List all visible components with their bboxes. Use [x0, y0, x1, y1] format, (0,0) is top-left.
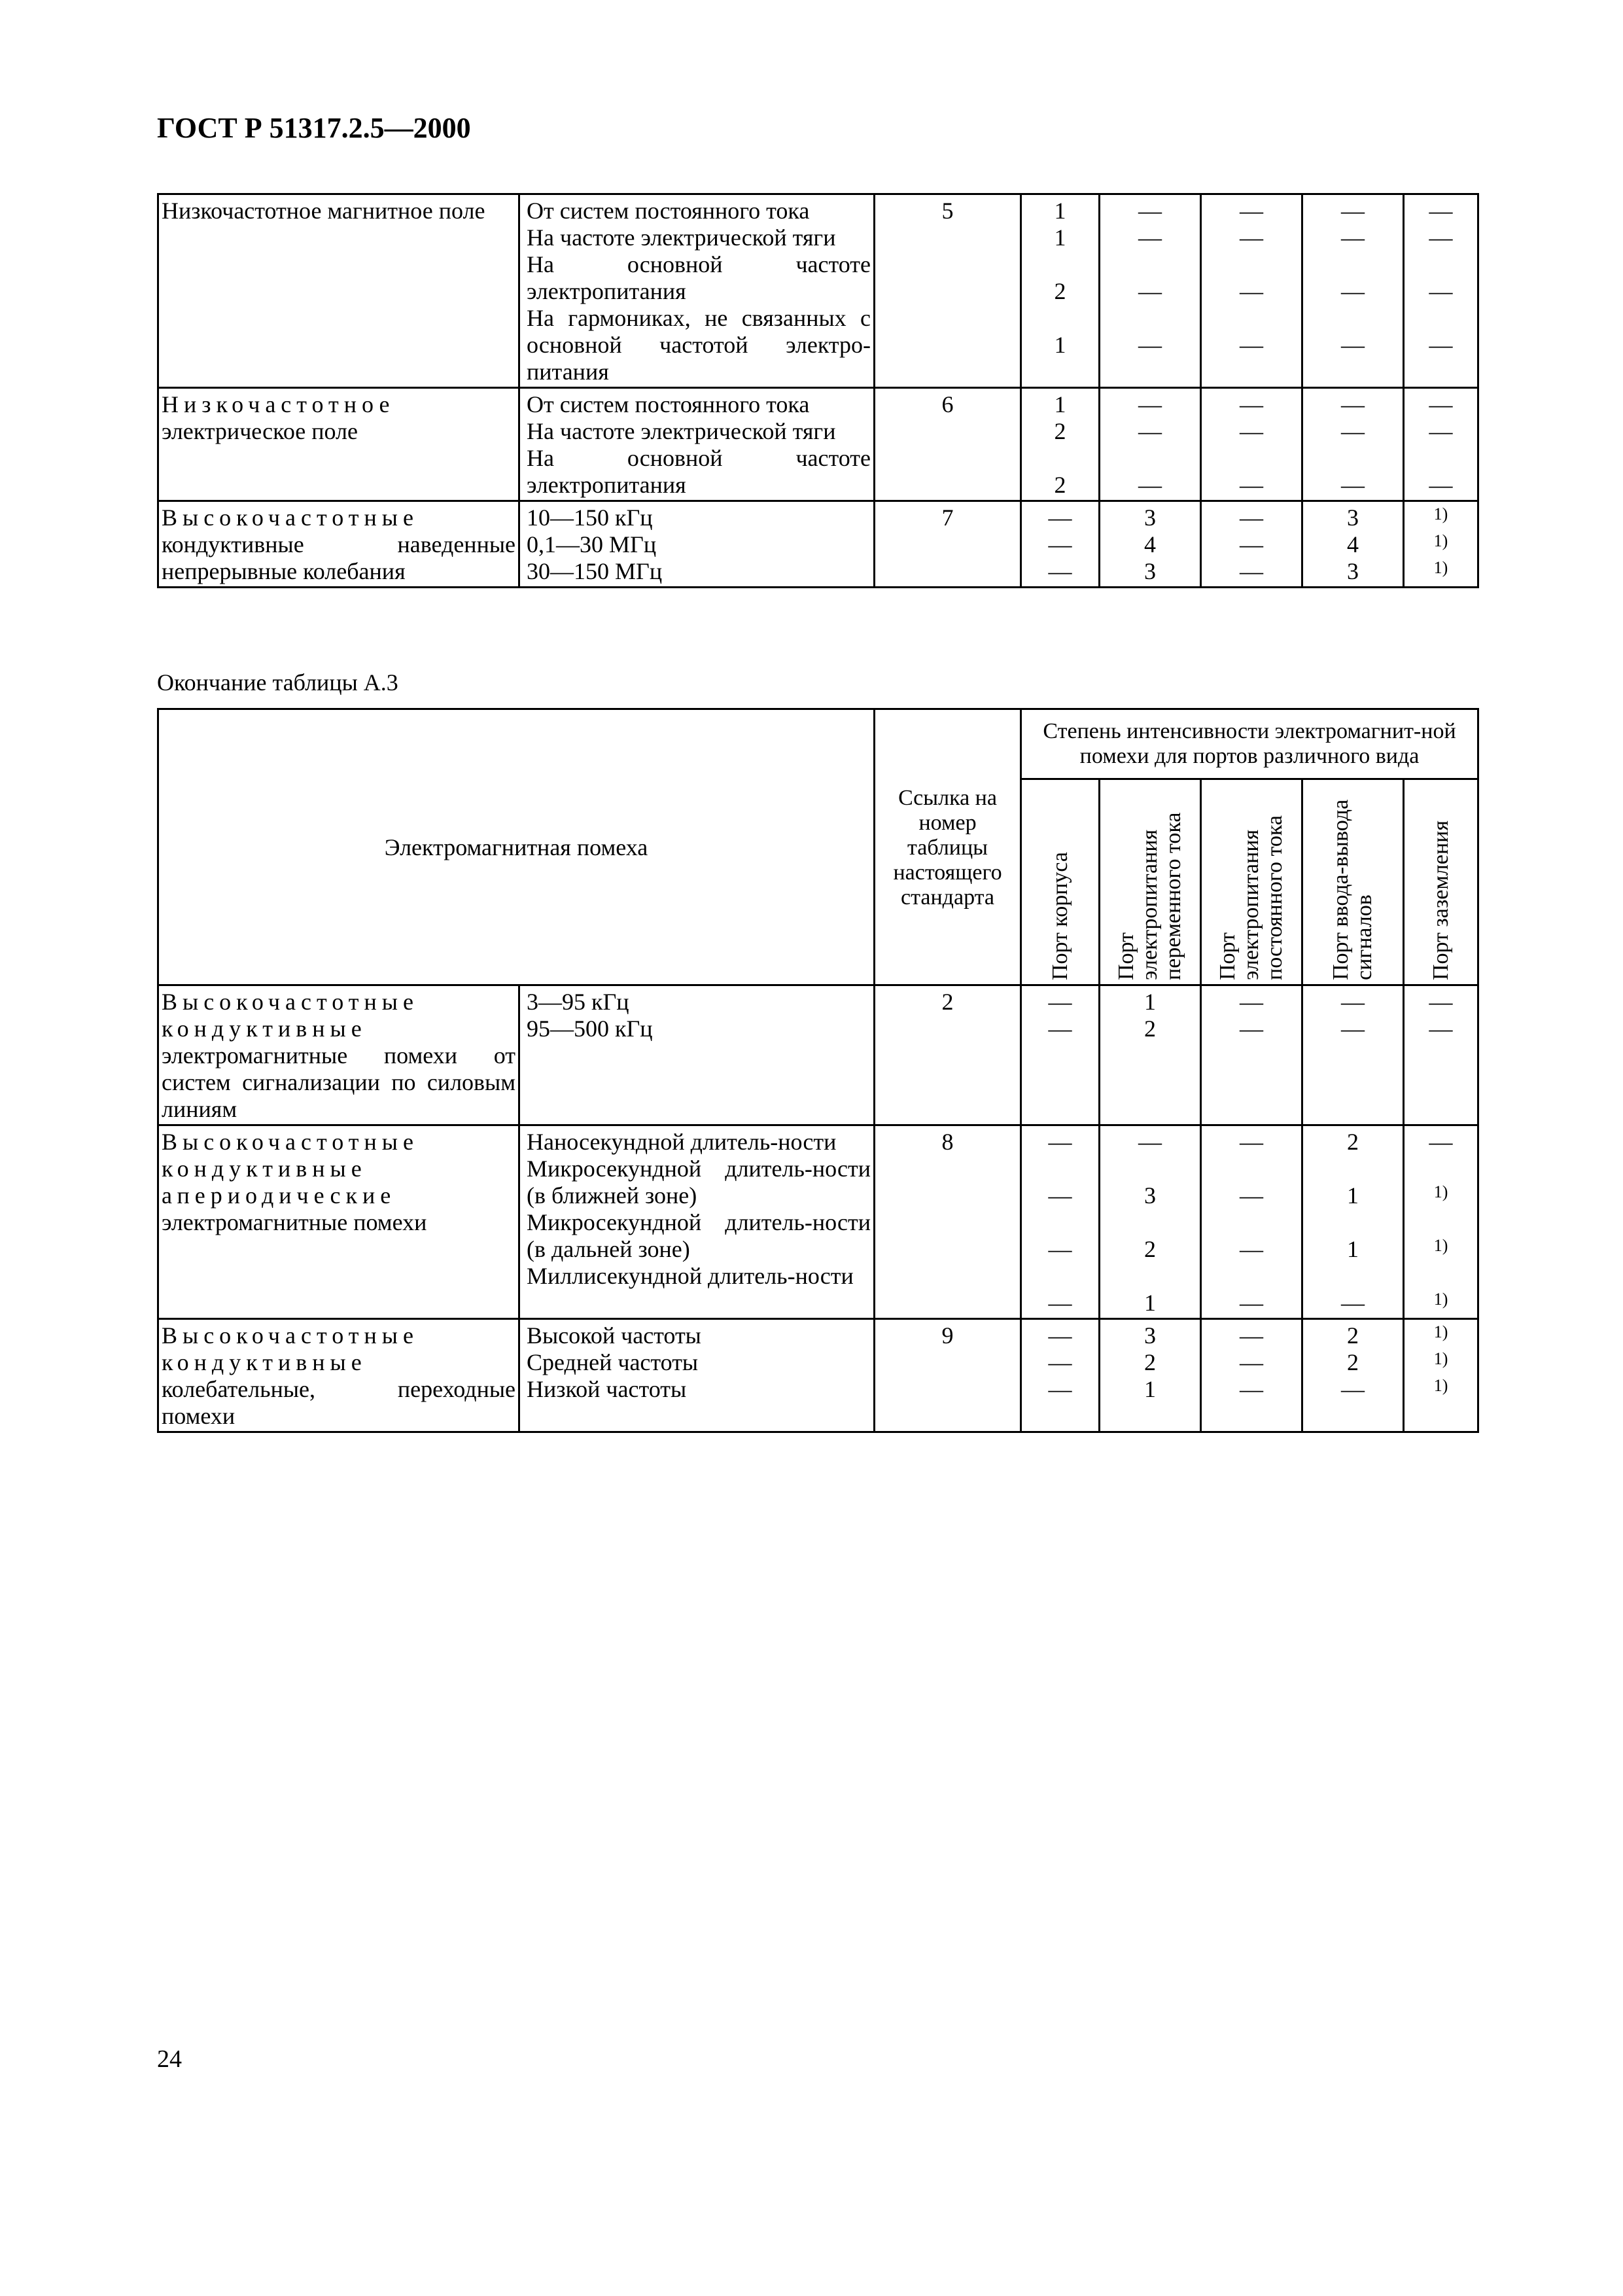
condition-text: 10—150 кГц — [527, 504, 653, 531]
page-number: 24 — [157, 2045, 182, 2073]
level-value: — — [1341, 224, 1365, 251]
header-reference: Ссылка на номер таблицы настоящего стандарта — [875, 709, 1021, 985]
port-dc-cell — [1201, 194, 1302, 388]
footnote-ref: 1) — [1433, 504, 1448, 523]
footnote-ref: 1) — [1433, 531, 1448, 550]
level-value: — — [1240, 224, 1263, 251]
conditions-cell — [519, 1319, 875, 1432]
level-value: — — [1048, 531, 1072, 557]
header-intensity-group: Степень интенсивности электромагнит-ной помехи для портов различного вида — [1021, 709, 1478, 779]
port-enclosure-cell — [1021, 1125, 1100, 1319]
condition-text: На основной частоте электропитания — [527, 445, 871, 498]
level-value: 2 — [1347, 1129, 1359, 1155]
level-value: 2 — [1144, 1016, 1157, 1042]
condition-text: Высокой частоты — [527, 1322, 701, 1349]
conditions-cell — [519, 985, 875, 1125]
level-value: — — [1240, 531, 1263, 557]
level-value: — — [1240, 198, 1263, 224]
condition-text: На основной частоте электропитания — [527, 251, 871, 304]
header-port-ground: Порт заземления — [1404, 779, 1478, 985]
level-value: — — [1240, 558, 1263, 584]
condition-text: На частоте электрической тяги — [527, 418, 836, 444]
conditions-cell — [519, 388, 875, 501]
level-value: 4 — [1347, 531, 1359, 557]
level-value: — — [1138, 278, 1162, 304]
level-value: — — [1341, 278, 1365, 304]
conditions-cell — [519, 194, 875, 388]
level-value: 3 — [1144, 1322, 1157, 1349]
level-value: 2 — [1054, 472, 1066, 498]
level-value: — — [1240, 1349, 1264, 1375]
level-value: — — [1341, 332, 1365, 358]
level-value: — — [1048, 1290, 1072, 1316]
level-value: — — [1048, 558, 1072, 584]
level-value: — — [1048, 1129, 1072, 1155]
reference-number: 8 — [875, 1125, 1021, 1319]
port-dc-cell — [1201, 1319, 1302, 1432]
level-value: 2 — [1347, 1349, 1359, 1375]
level-value: 1 — [1054, 332, 1066, 358]
level-value: — — [1048, 504, 1072, 531]
reference-number: 9 — [875, 1319, 1021, 1432]
level-value: — — [1240, 391, 1263, 417]
interference-name: Высокочастотные кондуктивные электромагнитные помехи от систем сигнализации по силовым линиям — [158, 985, 519, 1125]
level-value: — — [1240, 332, 1263, 358]
level-value: — — [1341, 472, 1365, 498]
header-port-signal: Порт ввода-вывода сигналов — [1302, 779, 1404, 985]
conditions-cell — [519, 501, 875, 588]
table-row — [158, 1319, 1478, 1432]
level-value: 2 — [1144, 1236, 1157, 1262]
footnote-ref: 1) — [1433, 1349, 1448, 1368]
interference-name: Высокочастотные кондуктивные наведенные непрерывные колебания — [158, 501, 519, 588]
condition-text: 0,1—30 МГц — [527, 531, 657, 557]
level-value: — — [1240, 989, 1264, 1015]
port-ground-cell — [1404, 1319, 1478, 1432]
level-value: 1 — [1144, 1376, 1157, 1402]
condition-text: Наносекундной длитель-ности — [527, 1129, 837, 1155]
level-value: — — [1341, 391, 1365, 417]
port-dc-cell — [1201, 985, 1302, 1125]
condition-text: На гармониках, не связанных с основной частотой электро-питания — [527, 305, 871, 385]
port-ac-cell — [1100, 501, 1201, 588]
level-value: 1 — [1054, 224, 1066, 251]
table-row — [158, 1125, 1478, 1319]
port-ac-cell — [1100, 388, 1201, 501]
reference-number: 2 — [875, 985, 1021, 1125]
level-value: — — [1429, 391, 1453, 417]
port-ac-cell — [1100, 194, 1201, 388]
header-port-enclosure: Порт корпуса — [1021, 779, 1100, 985]
level-value: — — [1138, 332, 1162, 358]
level-value: — — [1138, 198, 1162, 224]
level-value: — — [1138, 418, 1162, 444]
document-header: ГОСТ Р 51317.2.5—2000 — [157, 112, 471, 144]
level-value: 2 — [1054, 418, 1066, 444]
condition-text: 95—500 кГц — [527, 1016, 653, 1042]
interference-name: Низкочастотное электрическое поле — [158, 388, 519, 501]
level-value: — — [1048, 1236, 1072, 1262]
condition-text: На частоте электрической тяги — [527, 224, 836, 251]
port-ground-cell — [1404, 985, 1478, 1125]
reference-number: 5 — [875, 194, 1021, 388]
condition-text: Средней частоты — [527, 1349, 699, 1375]
port-ground-cell — [1404, 1125, 1478, 1319]
footnote-ref: 1) — [1433, 1290, 1448, 1309]
port-dc-cell — [1201, 1125, 1302, 1319]
level-value: — — [1341, 1376, 1365, 1402]
port-ac-cell — [1100, 1319, 1201, 1432]
level-value: — — [1429, 332, 1453, 358]
level-value: — — [1240, 278, 1263, 304]
footnote-ref: 1) — [1433, 558, 1448, 577]
level-value: — — [1429, 418, 1453, 444]
port-signal-cell — [1302, 1125, 1404, 1319]
port-signal-cell — [1302, 388, 1404, 501]
footnote-ref: 1) — [1433, 1182, 1448, 1201]
port-signal-cell — [1302, 1319, 1404, 1432]
condition-text: 30—150 МГц — [527, 558, 663, 584]
condition-text: Низкой частоты — [527, 1376, 687, 1402]
level-value: — — [1240, 472, 1263, 498]
level-value: — — [1048, 1182, 1072, 1209]
level-value: 3 — [1347, 558, 1359, 584]
level-value: — — [1429, 989, 1453, 1015]
table-row — [158, 985, 1478, 1125]
port-dc-cell — [1201, 501, 1302, 588]
interference-name: Высокочастотные кондуктивные колебательные, переходные помехи — [158, 1319, 519, 1432]
condition-text: 3—95 кГц — [527, 989, 629, 1015]
level-value: — — [1240, 504, 1263, 531]
table-row — [158, 388, 1478, 501]
level-value: 1 — [1347, 1236, 1359, 1262]
footnote-ref: 1) — [1433, 1236, 1448, 1255]
header-port-dc: Порт электропитания постоянного тока — [1201, 779, 1302, 985]
level-value: — — [1240, 1016, 1264, 1042]
footnote-ref: 1) — [1433, 1322, 1448, 1341]
level-value: 1 — [1054, 391, 1066, 417]
level-value: — — [1429, 1129, 1453, 1155]
level-value: — — [1240, 418, 1263, 444]
header-interference: Электромагнитная помеха — [158, 709, 875, 985]
table-end — [157, 708, 1479, 1433]
port-enclosure-cell — [1021, 388, 1100, 501]
level-value: — — [1429, 1016, 1453, 1042]
level-value: — — [1341, 418, 1365, 444]
port-signal-cell — [1302, 501, 1404, 588]
level-value: — — [1048, 1322, 1072, 1349]
level-value: — — [1240, 1290, 1264, 1316]
level-value: 2 — [1144, 1349, 1157, 1375]
port-ground-cell — [1404, 194, 1478, 388]
level-value: — — [1048, 1016, 1072, 1042]
reference-number: 7 — [875, 501, 1021, 588]
level-value: — — [1138, 472, 1162, 498]
level-value: — — [1240, 1322, 1264, 1349]
level-value: — — [1429, 224, 1453, 251]
condition-text: Миллисекундной длитель-ности — [527, 1263, 854, 1289]
level-value: 1 — [1054, 198, 1066, 224]
reference-number: 6 — [875, 388, 1021, 501]
level-value: — — [1048, 989, 1072, 1015]
level-value: 1 — [1144, 989, 1157, 1015]
level-value: — — [1341, 989, 1365, 1015]
level-value: 4 — [1144, 531, 1156, 557]
level-value: — — [1341, 1290, 1365, 1316]
level-value: — — [1429, 472, 1453, 498]
level-value: — — [1341, 198, 1365, 224]
port-ac-cell — [1100, 1125, 1201, 1319]
level-value: — — [1429, 198, 1453, 224]
level-value: — — [1240, 1182, 1264, 1209]
level-value: — — [1138, 1129, 1162, 1155]
level-value: — — [1240, 1236, 1264, 1262]
port-ground-cell — [1404, 388, 1478, 501]
level-value: 3 — [1347, 504, 1359, 531]
port-enclosure-cell — [1021, 1319, 1100, 1432]
level-value: — — [1240, 1129, 1264, 1155]
table-caption: Окончание таблицы А.3 — [157, 669, 398, 696]
table-row — [158, 194, 1478, 388]
condition-text: От систем постоянного тока — [527, 198, 810, 224]
footnote-ref: 1) — [1433, 1376, 1448, 1395]
header-port-ac: Порт электропитания переменного тока — [1100, 779, 1201, 985]
level-value: — — [1138, 224, 1162, 251]
condition-text: Микросекундной длитель-ности (в ближней зоне) — [527, 1156, 871, 1209]
level-value: — — [1048, 1349, 1072, 1375]
level-value: 2 — [1054, 278, 1066, 304]
port-dc-cell — [1201, 388, 1302, 501]
condition-text: Микросекундной длитель-ности (в дальней зоне) — [527, 1209, 871, 1262]
level-value: — — [1048, 1376, 1072, 1402]
interference-name: Высокочастотные кондуктивные апериодические электромагнитные помехи — [158, 1125, 519, 1319]
port-enclosure-cell — [1021, 194, 1100, 388]
level-value: 3 — [1144, 558, 1156, 584]
port-enclosure-cell — [1021, 985, 1100, 1125]
level-value: 2 — [1347, 1322, 1359, 1349]
level-value: — — [1429, 278, 1453, 304]
table-continuation — [157, 193, 1479, 588]
level-value: 1 — [1144, 1290, 1157, 1316]
conditions-cell — [519, 1125, 875, 1319]
table-header-row — [158, 709, 1478, 779]
condition-text: От систем постоянного тока — [527, 391, 810, 417]
level-value: — — [1138, 391, 1162, 417]
port-ground-cell — [1404, 501, 1478, 588]
level-value: 3 — [1144, 1182, 1157, 1209]
level-value: — — [1341, 1016, 1365, 1042]
level-value: 3 — [1144, 504, 1156, 531]
level-value: — — [1240, 1376, 1264, 1402]
interference-name: Низкочастотное магнитное поле — [158, 194, 519, 388]
level-value: 1 — [1347, 1182, 1359, 1209]
port-enclosure-cell — [1021, 501, 1100, 588]
table-row — [158, 501, 1478, 588]
port-ac-cell — [1100, 985, 1201, 1125]
port-signal-cell — [1302, 194, 1404, 388]
port-signal-cell — [1302, 985, 1404, 1125]
